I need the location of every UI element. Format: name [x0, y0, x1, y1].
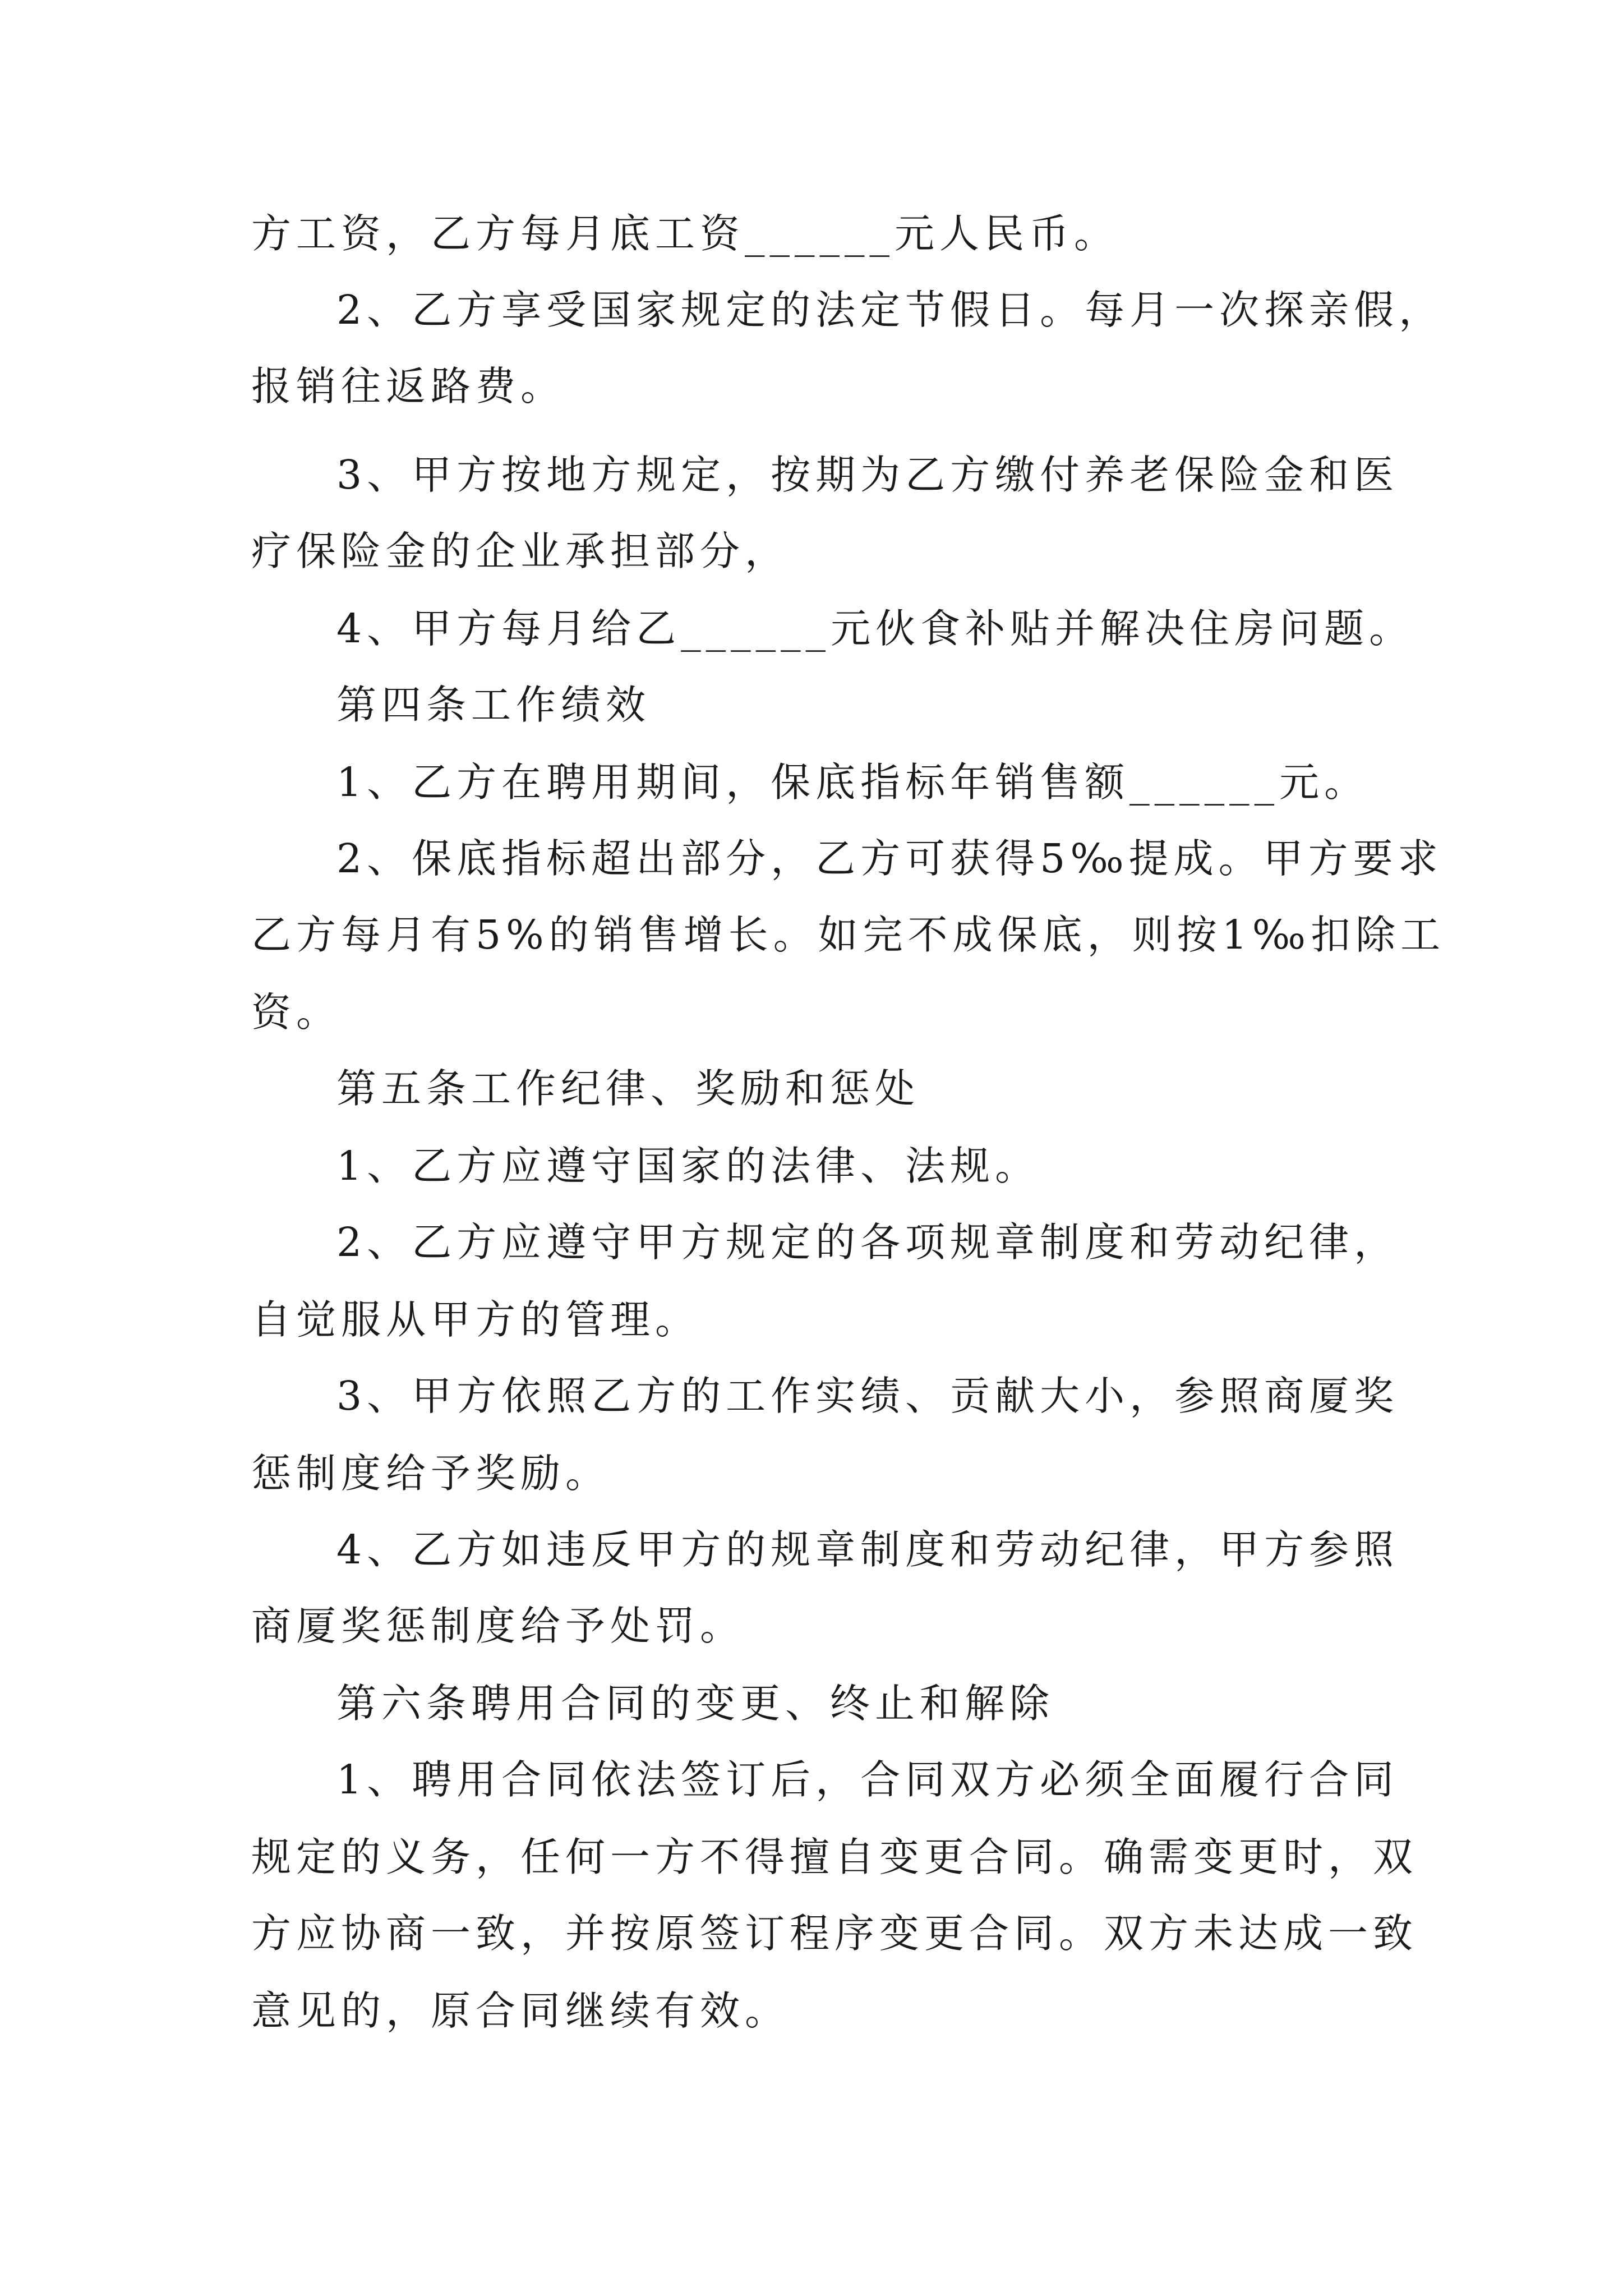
text-line: 2、保底指标超出部分，乙方可获得5‰提成。甲方要求 — [336, 835, 1443, 882]
section-heading: 第五条工作纪律、奖励和惩处 — [336, 1065, 920, 1112]
text-line: 商厦奖惩制度给予处罚。 — [251, 1603, 745, 1649]
text-line: 3、甲方依照乙方的工作实绩、贡献大小，参照商厦奖 — [336, 1373, 1399, 1419]
text-line: 资。 — [251, 989, 342, 1036]
text-line: 1、聘用合同依法签订后，合同双方必须全面履行合同 — [336, 1756, 1399, 1803]
text-line: 4、乙方如违反甲方的规章制度和劳动纪律，甲方参照 — [336, 1526, 1399, 1573]
section-heading: 第六条聘用合同的变更、终止和解除 — [336, 1680, 1055, 1727]
text-line: 乙方每月有5%的销售增长。如完不成保底，则按1‰扣除工 — [251, 912, 1446, 958]
text-line: 意见的，原合同继续有效。 — [251, 1987, 790, 2034]
text-line: 报销往返路费。 — [251, 363, 566, 409]
text-line: 2、乙方应遵守甲方规定的各项规章制度和劳动纪律， — [336, 1219, 1399, 1266]
section-heading: 第四条工作绩效 — [336, 682, 651, 728]
text-line: 方应协商一致，并按原签订程序变更合同。双方未达成一致 — [251, 1910, 1418, 1957]
text-line: 3、甲方按地方规定，按期为乙方缴付养老保险金和医 — [336, 452, 1399, 498]
text-line: 1、乙方应遵守国家的法律、法规。 — [336, 1143, 1040, 1189]
text-line: 1、乙方在聘用期间，保底指标年销售额______元。 — [336, 759, 1370, 806]
text-line: 4、甲方每月给乙______元伙食补贴并解决住房问题。 — [336, 605, 1414, 652]
text-line: 疗保险金的企业承担部分， — [251, 528, 790, 574]
text-line: 2、乙方享受国家规定的法定节假日。每月一次探亲假， — [336, 287, 1444, 333]
text-line: 惩制度给予奖励。 — [251, 1450, 611, 1497]
text-line: 规定的义务，任何一方不得擅自变更合同。确需变更时，双 — [251, 1834, 1418, 1880]
text-line: 方工资，乙方每月底工资______元人民币。 — [251, 210, 1119, 257]
text-line: 自觉服从甲方的管理。 — [251, 1296, 700, 1343]
